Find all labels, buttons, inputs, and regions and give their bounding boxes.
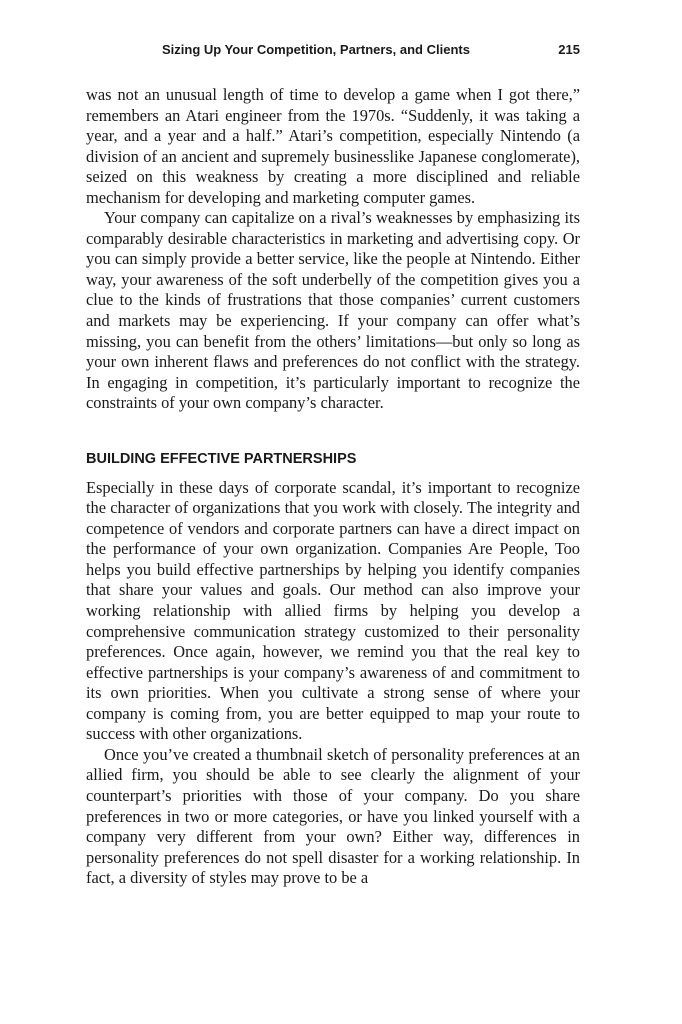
paragraph-thumbnail-sketch: Once you’ve created a thumbnail sketch of personality preferences at an allied firm, you should be able to see clearly the alignment of your counterpart’s priorities with those of your company. Do you share preferences in two or more categories, or have you linked yourself with a company very different from your own? Either way, differences in personality preferences do not spell disaster for a working relationship. In fact, a diversity of styles may prove to be a — [86, 744, 580, 888]
page-number: 215 — [558, 42, 580, 57]
paragraph-rival-weaknesses: Your company can capitalize on a rival’s weaknesses by emphasizing its comparably desirable characteristics in marketing and advertising copy. Or you can simply provide a better service, like the people at Nintendo. Either way, your awareness of the soft underbelly of the competition gives you a clue to the kinds of frustrations that those companies’ current customers and markets may be experiencing. If your company can offer what’s missing, you can benefit from the others’ limitations—but only so long as your own inherent flaws and preferences do not conflict with the strategy. In engaging in competition, it’s particularly important to recognize the constraints of your own company’s character. — [86, 208, 580, 413]
running-title: Sizing Up Your Competition, Partners, and Clients — [162, 42, 470, 57]
paragraph-continued: was not an unusual length of time to develop a game when I got there,” remembers an Atari engineer from the 1970s. “Suddenly, it was taking a year, and a year and a half.” Atari’s competition, especially Nintendo (a division of an ancient and supremely businesslike Japanese conglomerate), seized on this weakness by creating a more disciplined and reliable mechanism for developing and marketing computer games. — [86, 85, 580, 207]
section-heading: BUILDING EFFECTIVE PARTNERSHIPS — [86, 450, 357, 467]
body-text — [86, 85, 580, 889]
paragraph-partnerships: Especially in these days of corporate scandal, it’s important to recognize the character of organizations that you work with closely. The integrity and competence of vendors and corporate partners can have a direct impact on the performance of your own organization. Companies Are People, Too helps you build effective partnerships by helping you identify companies that share your values and goals. Our method can also improve your working relationship with allied firms by helping you develop a comprehensive communication strategy customized to their personality preferences. Once again, however, we remind you that the real key to effective partnerships is your company’s awareness of and commitment to its own priorities. When you cultivate a strong sense of where your company is coming from, you are better equipped to map your route to success with other organizations. — [86, 477, 580, 744]
running-head — [86, 41, 580, 59]
